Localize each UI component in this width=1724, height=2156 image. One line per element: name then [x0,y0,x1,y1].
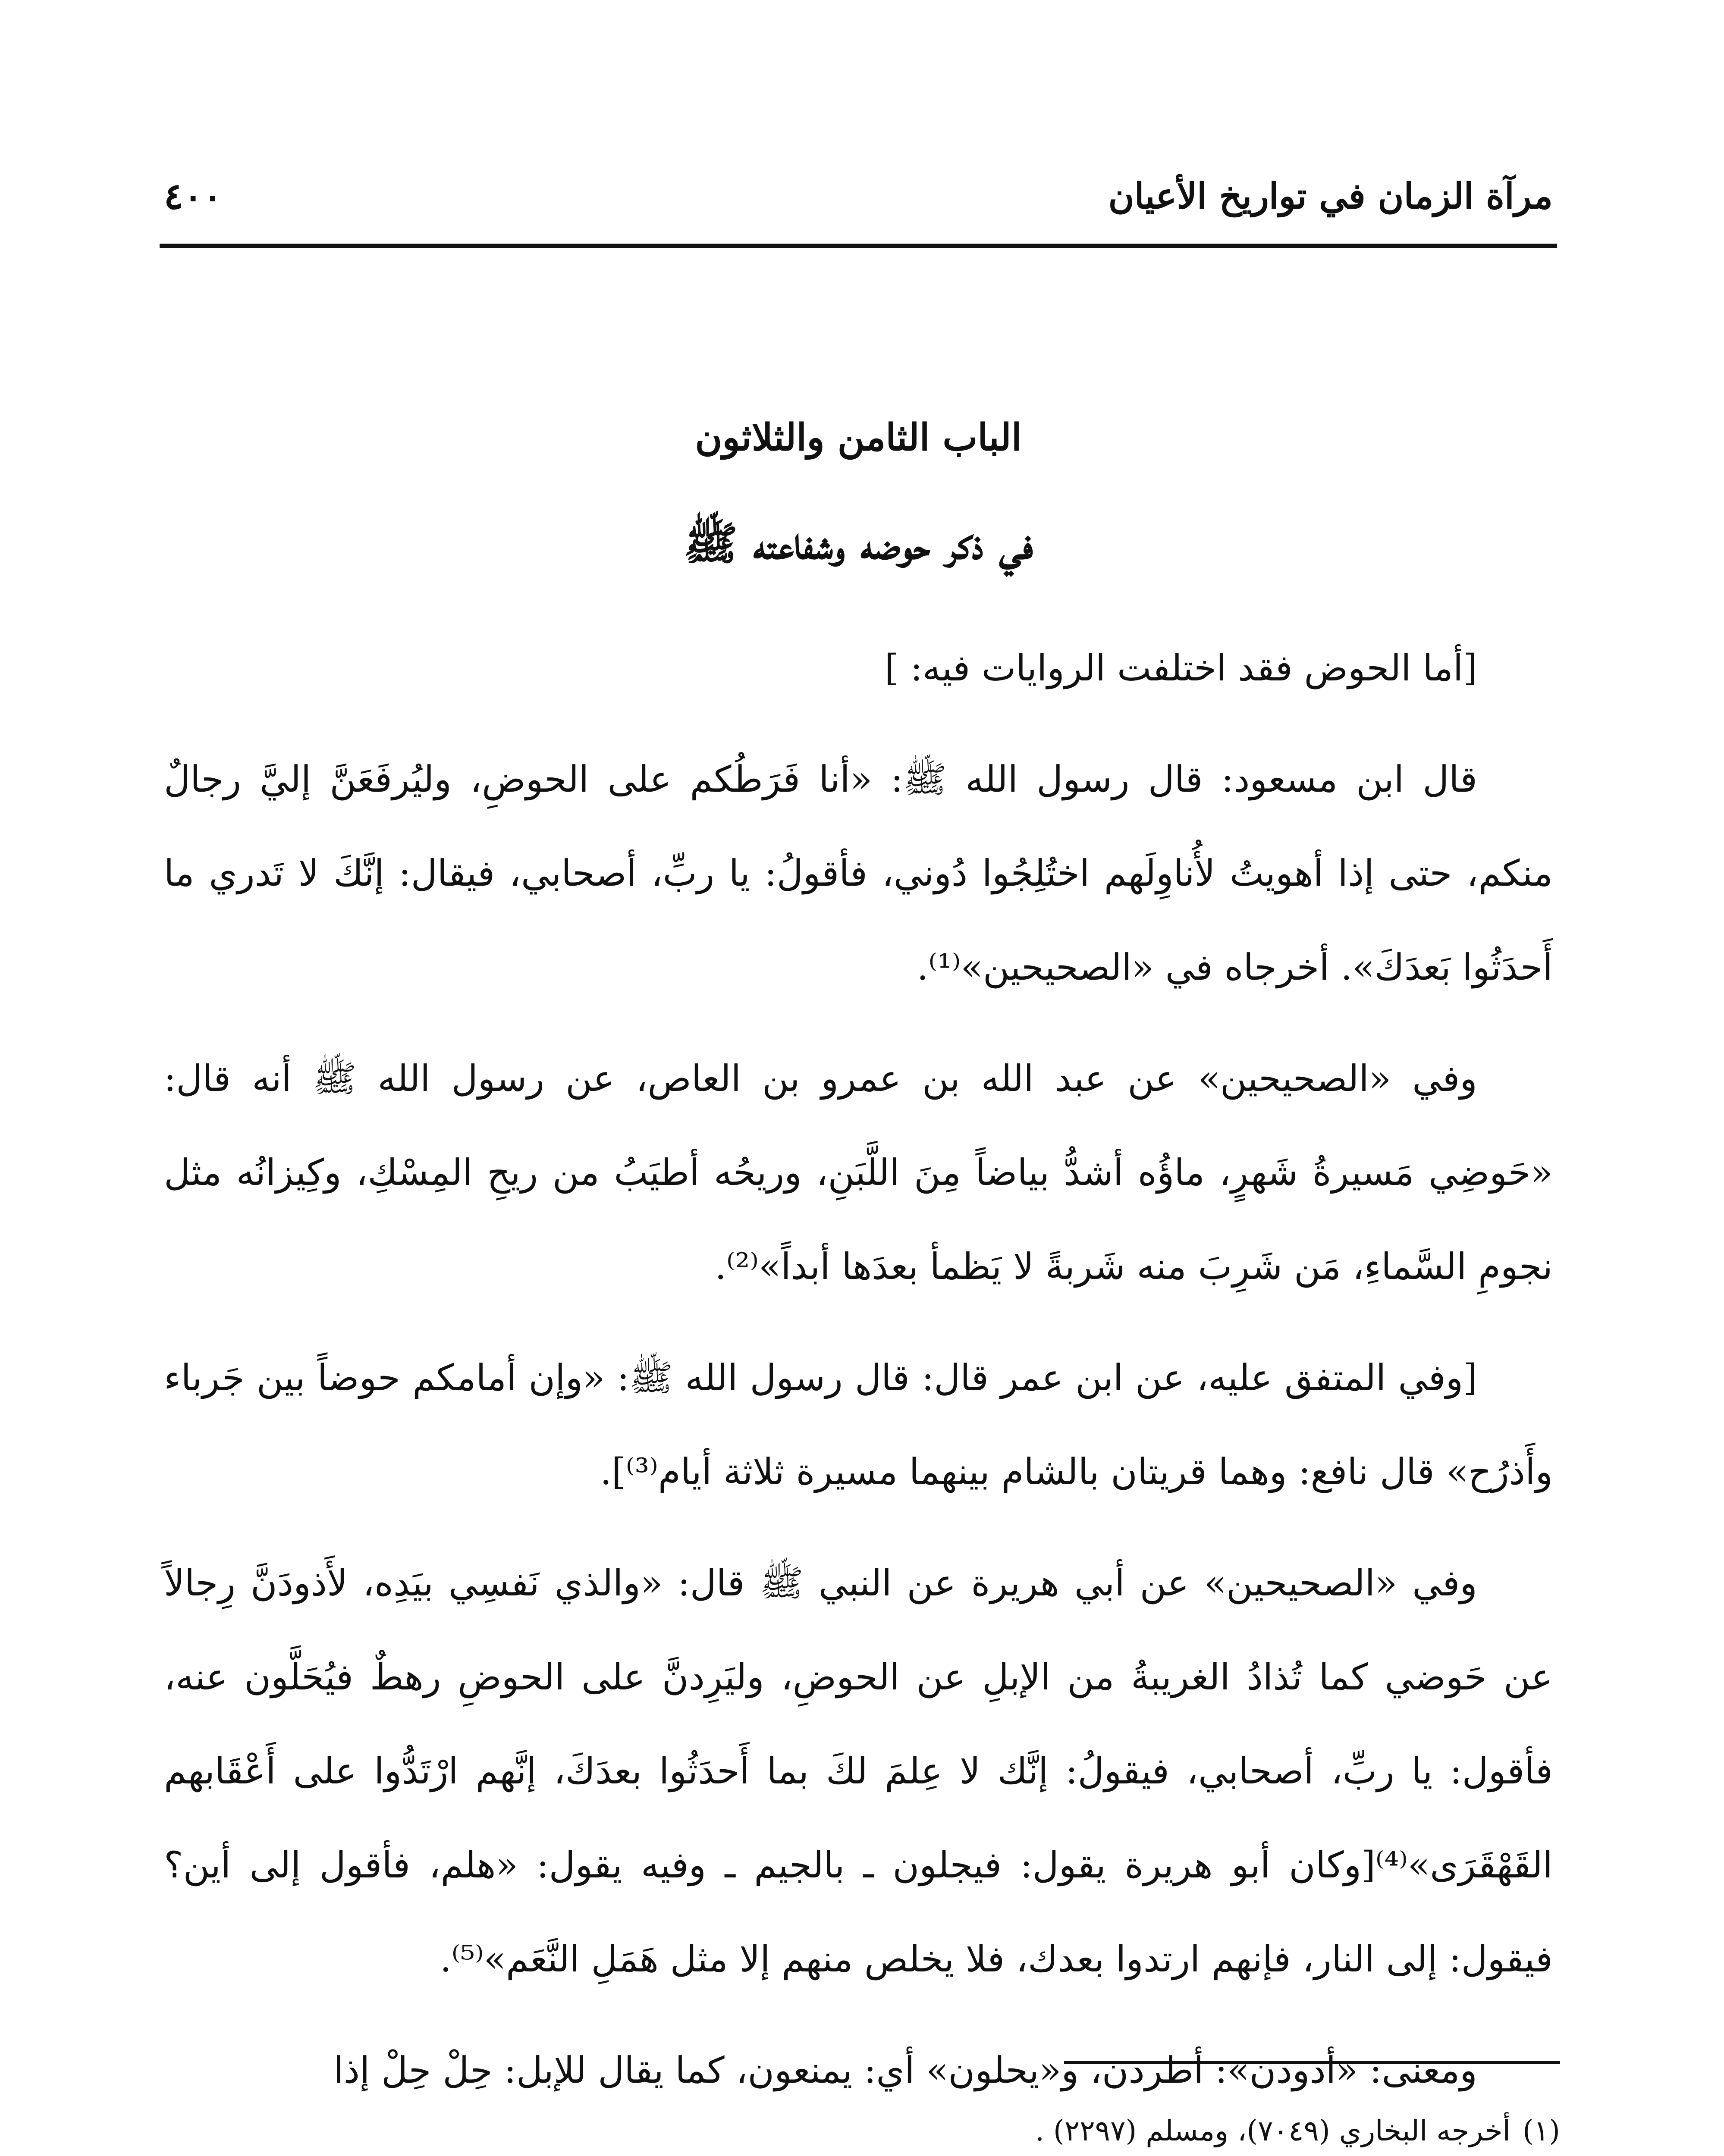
paragraph-5: وفي «الصحيحين» عن أبي هريرة عن النبي ﷺ قال: «والذي نَفسِي بيَدِه، لأَذودَنَّ رِجالاً عن حَوضي كما تُذادُ الغريبةُ من الإبلِ عن الحوضِ، وليَرِدنَّ على الحوضِ رهطٌ فيُحَلَّون عنه، فأقول: يا ربِّ، أصحابي، فيقولُ: إنَّك لا عِلمَ لكَ بما أَحدَثُوا بعدَكَ، إنَّهم ارْتَدُّوا على أَعْقَابهم القَهْقَرَى»⁽⁴⁾[وكان أبو هريرة يقول: فيجلون ـ بالجيم ـ وفيه يقول: «هلم، فأقول إلى أين؟ فيقول: إلى النار، فإنهم ارتدوا بعدك، فلا يخلص منهم إلا مثل هَمَلِ النَّعَم»⁽⁵⁾. [164,1562,1553,1980]
chapter-title-heading: في ذكر حوضه وشفاعته ﷺ [683,517,1033,570]
footnote-text: أخرجه البخاري (٧٠٤٩)، ومسلم (٢٢٩٧) . [1035,2114,1511,2147]
paragraph-6: ومعنى: «أذودن»: أطردن، و«يحلون» أي: يمنعون، كما يقال للإبل: حِلْ حِلْ إذا [333,2049,1477,2091]
page-number: ٤٠٠ [164,175,223,217]
body-text [164,621,1553,2117]
footnote-rule [1064,2061,1560,2064]
chapter-number-heading: الباب الثامن والثلاثون [695,416,1022,459]
footnotes-list [171,2093,1560,2156]
header-rule [160,244,1557,248]
footnote-number: (١) [1523,2114,1560,2147]
paragraph-3: وفي «الصحيحين» عن عبد الله بن عمرو بن العاص، عن رسول الله ﷺ أنه قال: «حَوضِي مَسيرةُ شَهرٍ، ماؤُه أشدُّ بياضاً مِنَ اللَّبَنِ، وريحُه أطيَبُ من ريحِ المِسْكِ، وكِيزانُه مثل نجومِ السَّماءِ، مَن شَرِبَ منه شَربةً لا يَظمأ بعدَها أبداً»⁽²⁾. [164,1057,1553,1288]
paragraph-2: قال ابن مسعود: قال رسول الله ﷺ: «أنا فَرَطُكم على الحوضِ، وليُرفَعَنَّ إليَّ رجالٌ منكم، حتى إذا أهويتُ لأُناوِلَهم اختُلِجُوا دُوني، فأقولُ: يا ربِّ، أصحابي، فيقال: إنَّكَ لا تَدري ما أَحدَثُوا بَعدَكَ». أخرجاه في «الصحيحين»⁽¹⁾. [164,758,1553,988]
running-header [164,168,1553,224]
paragraph-4: [وفي المتفق عليه، عن ابن عمر قال: قال رسول الله ﷺ: «وإن أمامكم حوضاً بين جَرباء وأَذرُح» قال نافع: وهما قريتان بالشام بينهما مسيرة ثلاثة أيام⁽³⁾]. [164,1357,1553,1493]
paragraph-1: [أما الحوض فقد اختلفت الروايات فيه: ] [885,647,1477,689]
footnote [171,2093,1560,2156]
running-title: مرآة الزمان في تواريخ الأعيان [1108,175,1553,217]
